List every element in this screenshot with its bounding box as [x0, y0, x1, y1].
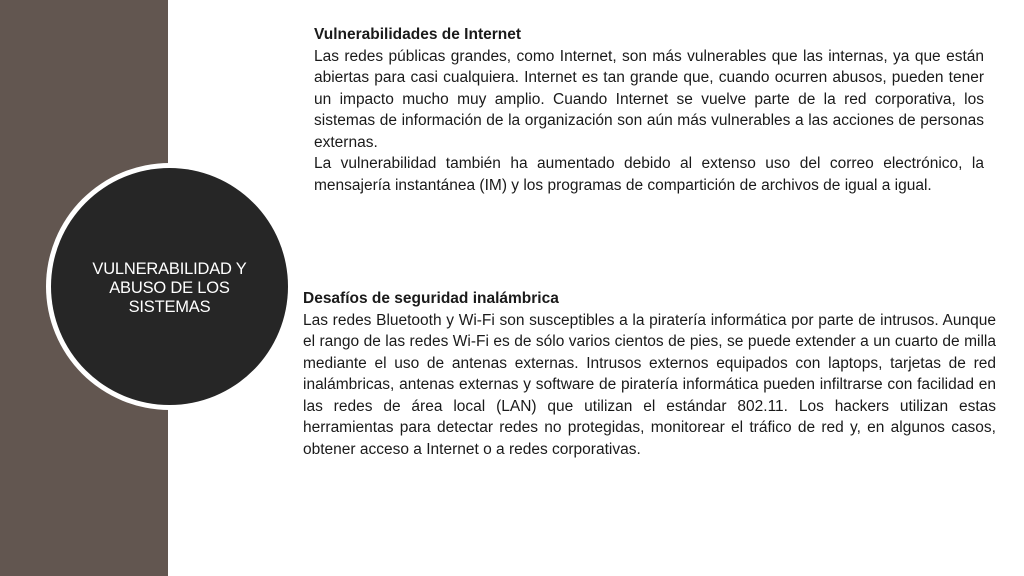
section-paragraph: Las redes Bluetooth y Wi-Fi son susceptibles a la piratería informática por parte de intrusos. Aunque el rango de las redes Wi-Fi es de sólo varios cientos de pies, se puede extender a un cuarto de milla mediante el uso de antenas externas. Intrusos externos equipados con laptops, tarjetas de red inalámbricas, antenas externas y software de piratería informática pueden infiltrarse con facilidad en las redes de área local (LAN) que utilizan el estándar 802.11. Los hackers utilizan estas herramientas para detectar redes no protegidas, monitorear el tráfico de red y, en algunos casos, obtener acceso a Internet o a redes corporativas.	[303, 311, 996, 458]
section-heading: Vulnerabilidades de Internet	[314, 26, 522, 43]
slide-title: VULNERABILIDAD Y ABUSO DE LOS SISTEMAS	[92, 260, 247, 316]
section-paragraph: La vulnerabilidad también ha aumentado debido al extenso uso del correo electrónico, la mensajería instantánea (IM) y los programas de compartición de archivos de igual a igual.	[314, 155, 984, 194]
section-wireless-security	[303, 288, 996, 460]
section-paragraph: Las redes públicas grandes, como Internet, son más vulnerables que las internas, ya que están abiertas para casi cualquiera. Internet es tan grande que, cuando ocurren abusos, pueden tener un impacto mucho muy amplio. Cuando Internet se vuelve parte de la red corporativa, los sistemas de información de la organización son aún más vulnerables a las acciones de personas externas.	[314, 47, 984, 151]
section-internet-vulnerabilities	[314, 24, 984, 196]
section-heading: Desafíos de seguridad inalámbrica	[303, 290, 559, 307]
title-circle	[51, 168, 288, 405]
